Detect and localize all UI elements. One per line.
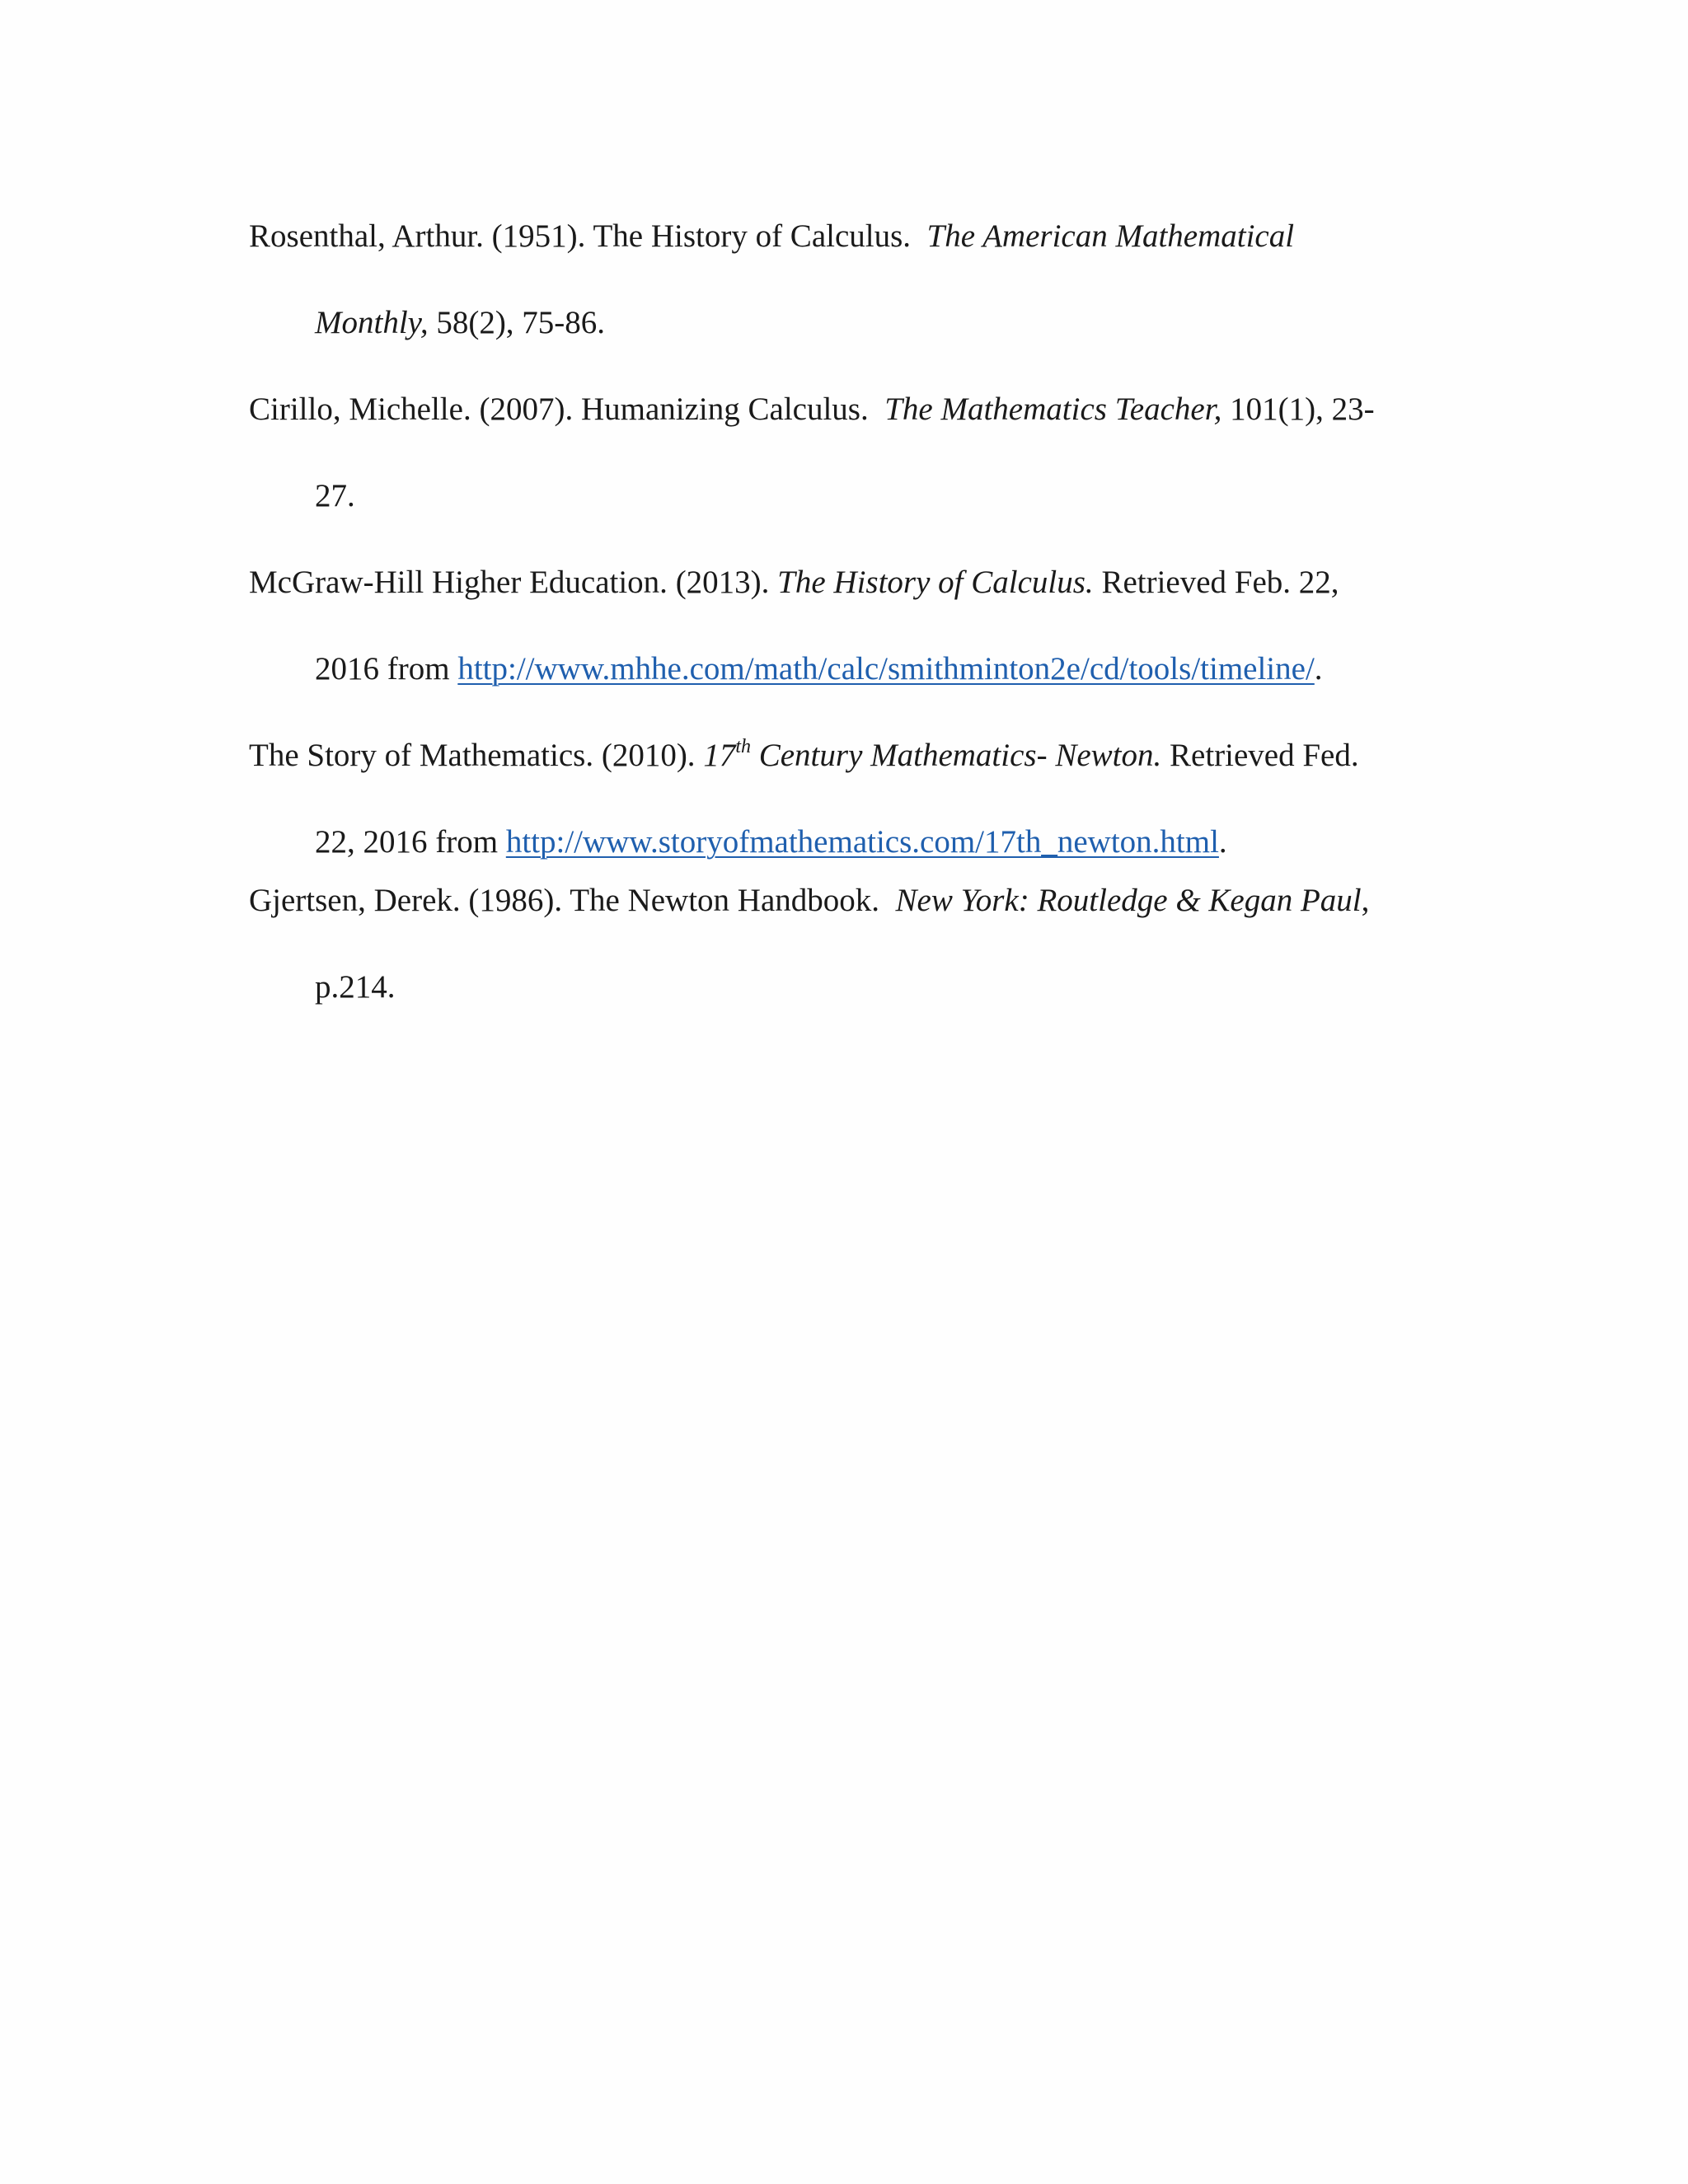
- reference-journal-continued: Monthly,: [315, 305, 429, 340]
- reference-end-punctuation: .: [1218, 824, 1227, 860]
- reference-url-link[interactable]: http://www.mhhe.com/math/calc/smithminton2e/cd/tools/timeline/: [457, 651, 1315, 687]
- reference-details-continued: 27.: [315, 478, 355, 513]
- reference-line-continued: [249, 967, 1444, 1008]
- reference-line: [249, 562, 1444, 603]
- reference-entry: [249, 216, 1444, 344]
- reference-entry: [249, 880, 1444, 1008]
- reference-comma: ,: [1361, 883, 1370, 918]
- reference-line-continued: [249, 649, 1444, 690]
- reference-author: Rosenthal, Arthur.: [249, 218, 484, 254]
- reference-retrieved: Retrieved Fed.: [1170, 738, 1359, 773]
- reference-title: [703, 738, 1161, 773]
- reference-title-superscript: th: [735, 736, 751, 757]
- reference-title: The History of Calculus.: [593, 218, 912, 254]
- reference-entry: [249, 389, 1444, 517]
- reference-line: [249, 389, 1444, 430]
- reference-retrieved-continued: 2016 from: [315, 651, 450, 687]
- reference-entry: [249, 562, 1444, 690]
- reference-year: (2013).: [675, 565, 770, 600]
- reference-line: [249, 735, 1444, 776]
- reference-journal: The Mathematics Teacher,: [884, 391, 1222, 427]
- reference-year: (1986).: [468, 883, 563, 918]
- reference-line-continued: [249, 302, 1444, 344]
- reference-line-continued: [249, 822, 1444, 863]
- reference-line: [249, 216, 1444, 257]
- reference-author: Cirillo, Michelle.: [249, 391, 471, 427]
- reference-url-link[interactable]: http://www.storyofmathematics.com/17th_newton.html: [505, 824, 1219, 860]
- reference-details: 58(2), 75-86.: [436, 305, 606, 340]
- reference-pages: p.214.: [315, 969, 396, 1005]
- reference-title: The Newton Handbook.: [570, 883, 880, 918]
- reference-title: Humanizing Calculus.: [580, 391, 869, 427]
- reference-journal: The American Mathematical: [926, 218, 1295, 254]
- reference-end-punctuation: .: [1314, 651, 1323, 687]
- reference-retrieved-continued: 22, 2016 from: [315, 824, 499, 860]
- reference-author: The Story of Mathematics.: [249, 738, 594, 773]
- reference-year: (1951).: [491, 218, 586, 254]
- reference-line-continued: [249, 476, 1444, 517]
- reference-year: (2010).: [601, 738, 696, 773]
- reference-year: (2007).: [479, 391, 574, 427]
- reference-entry: [249, 735, 1444, 863]
- reference-title-number: 17: [703, 738, 736, 773]
- reference-title-rest: Century Mathematics- Newton.: [758, 738, 1162, 773]
- reference-title: The History of Calculus.: [777, 565, 1094, 600]
- reference-publisher: New York: Routledge & Kegan Paul: [895, 883, 1362, 918]
- reference-retrieved: Retrieved Feb. 22,: [1101, 565, 1339, 600]
- reference-author: McGraw-Hill Higher Education.: [249, 565, 668, 600]
- reference-author: Gjertsen, Derek.: [249, 883, 461, 918]
- reference-list: [249, 216, 1444, 1008]
- reference-line: [249, 880, 1444, 921]
- reference-details: 101(1), 23-: [1230, 391, 1375, 427]
